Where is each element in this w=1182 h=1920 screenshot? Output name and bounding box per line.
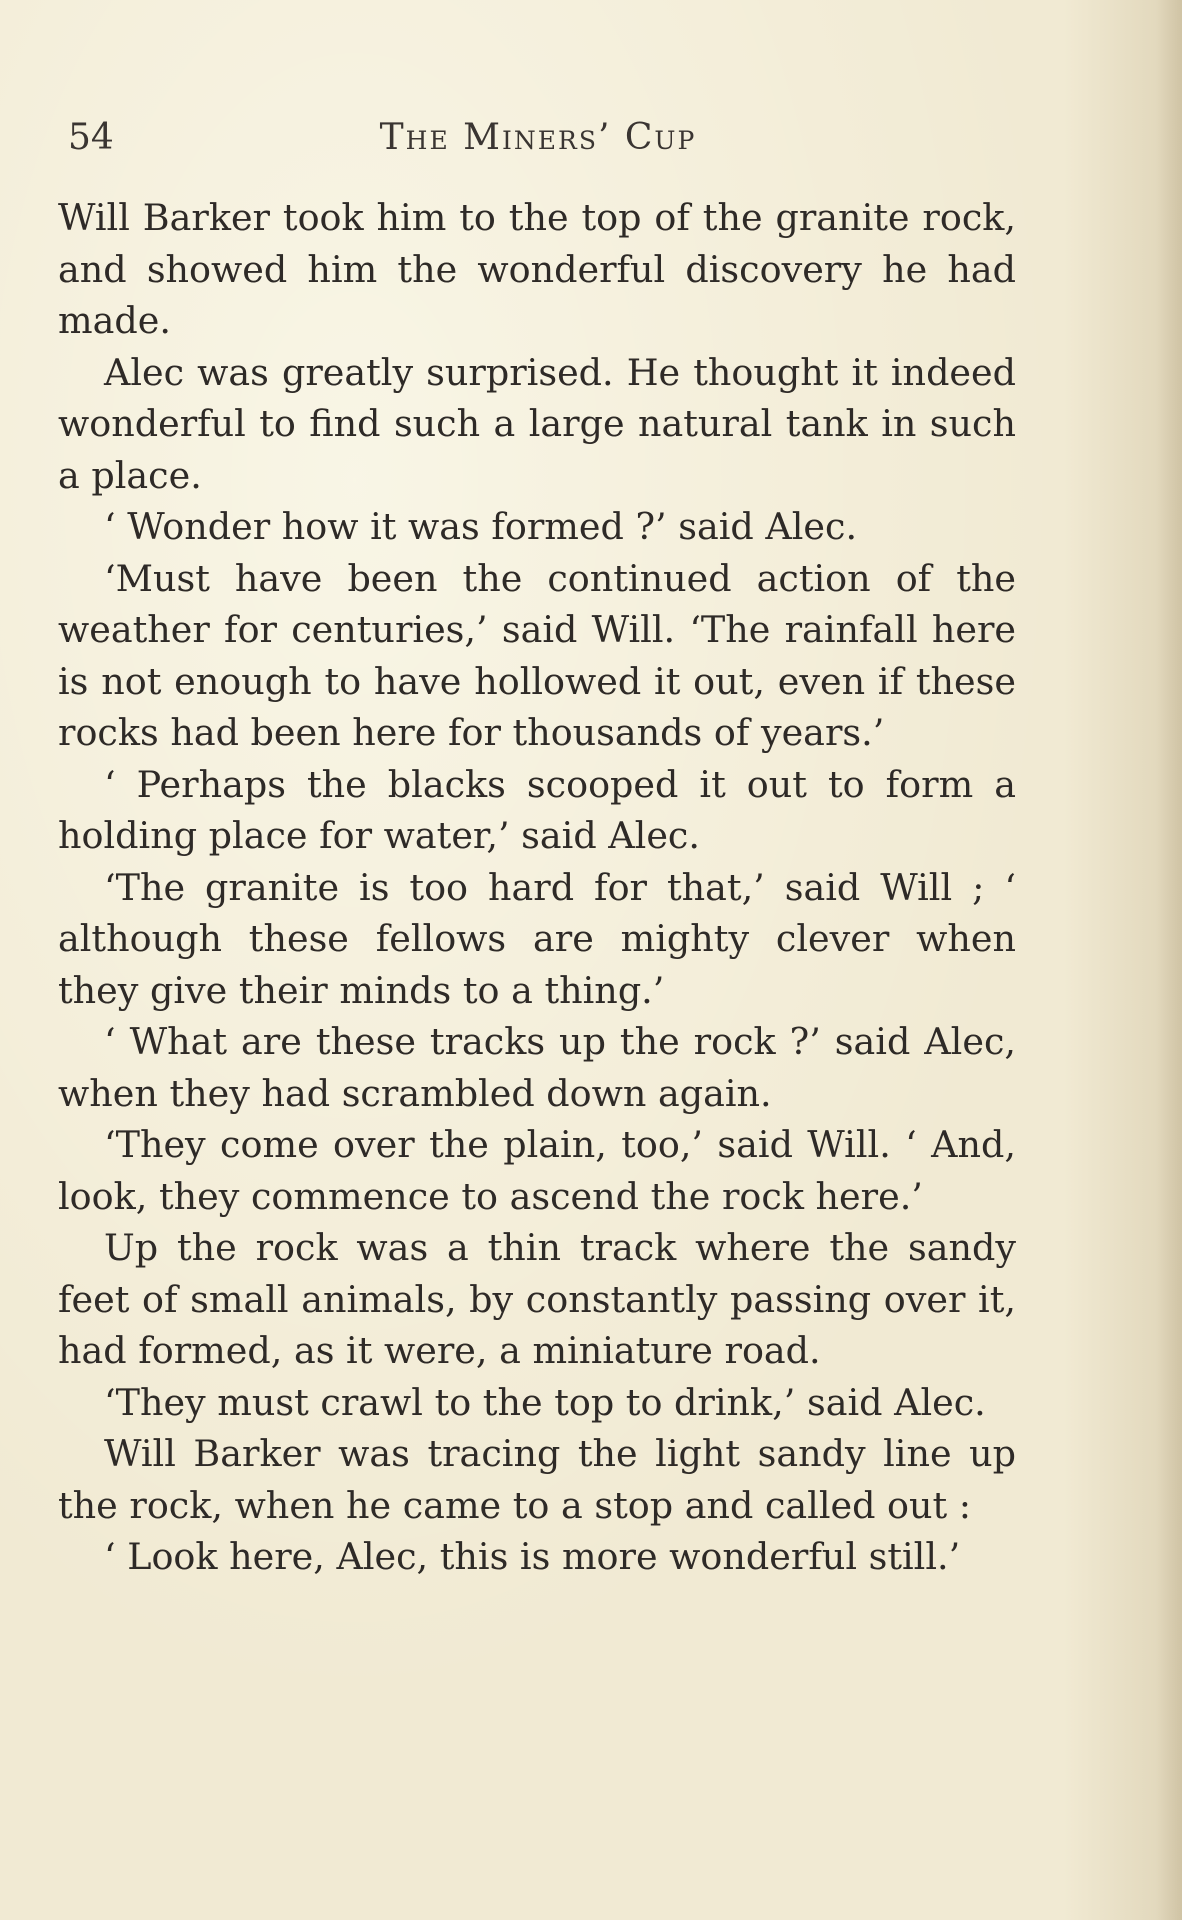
paragraph-8: ‘They come over the plain, too,’ said Will. ‘ And, look, they commence to ascend the rock here.’ (58, 1123, 1016, 1218)
paragraph-4: ‘Must have been the continued action of the weather for centuries,’ said Will. ‘The rainfall here is not enough to have hollowed it out, even if these rocks had been here for thousands of years.’ (58, 556, 1016, 754)
paragraph-1: Will Barker took him to the top of the granite rock, and showed him the wonderful discovery he had made. (58, 196, 1016, 342)
page-number: 54 (68, 117, 114, 158)
running-head (68, 112, 1008, 164)
paragraph-3: ‘ Wonder how it was formed ?’ said Alec. (104, 505, 858, 548)
paragraph-2: Alec was greatly surprised. He thought it indeed wonderful to find such a large natural tank in such a place. (58, 350, 1016, 497)
body-text (58, 192, 1016, 1583)
paragraph-7: ‘ What are these tracks up the rock ?’ said Alec, when they had scrambled down again. (58, 1020, 1016, 1115)
running-title: The Miners’ Cup (379, 117, 697, 158)
paragraph-9: Up the rock was a thin track where the sandy feet of small animals, by constantly passing over it, had formed, as it were, a miniature road. (58, 1226, 1016, 1372)
paragraph-6: ‘The granite is too hard for that,’ said Will ; ‘ although these fellows are mighty clever when they give their minds to a thing.’ (58, 865, 1016, 1012)
paragraph-12: ‘ Look here, Alec, this is more wonderful still.’ (104, 1535, 961, 1578)
page-edge-shadow (1156, 0, 1182, 1920)
paragraph-5: ‘ Perhaps the blacks scooped it out to form a holding place for water,’ said Alec. (58, 762, 1016, 857)
paragraph-10: ‘They must crawl to the top to drink,’ said Alec. (104, 1380, 986, 1424)
paragraph-11: Will Barker was tracing the light sandy line up the rock, when he came to a stop and called out : (58, 1432, 1016, 1527)
